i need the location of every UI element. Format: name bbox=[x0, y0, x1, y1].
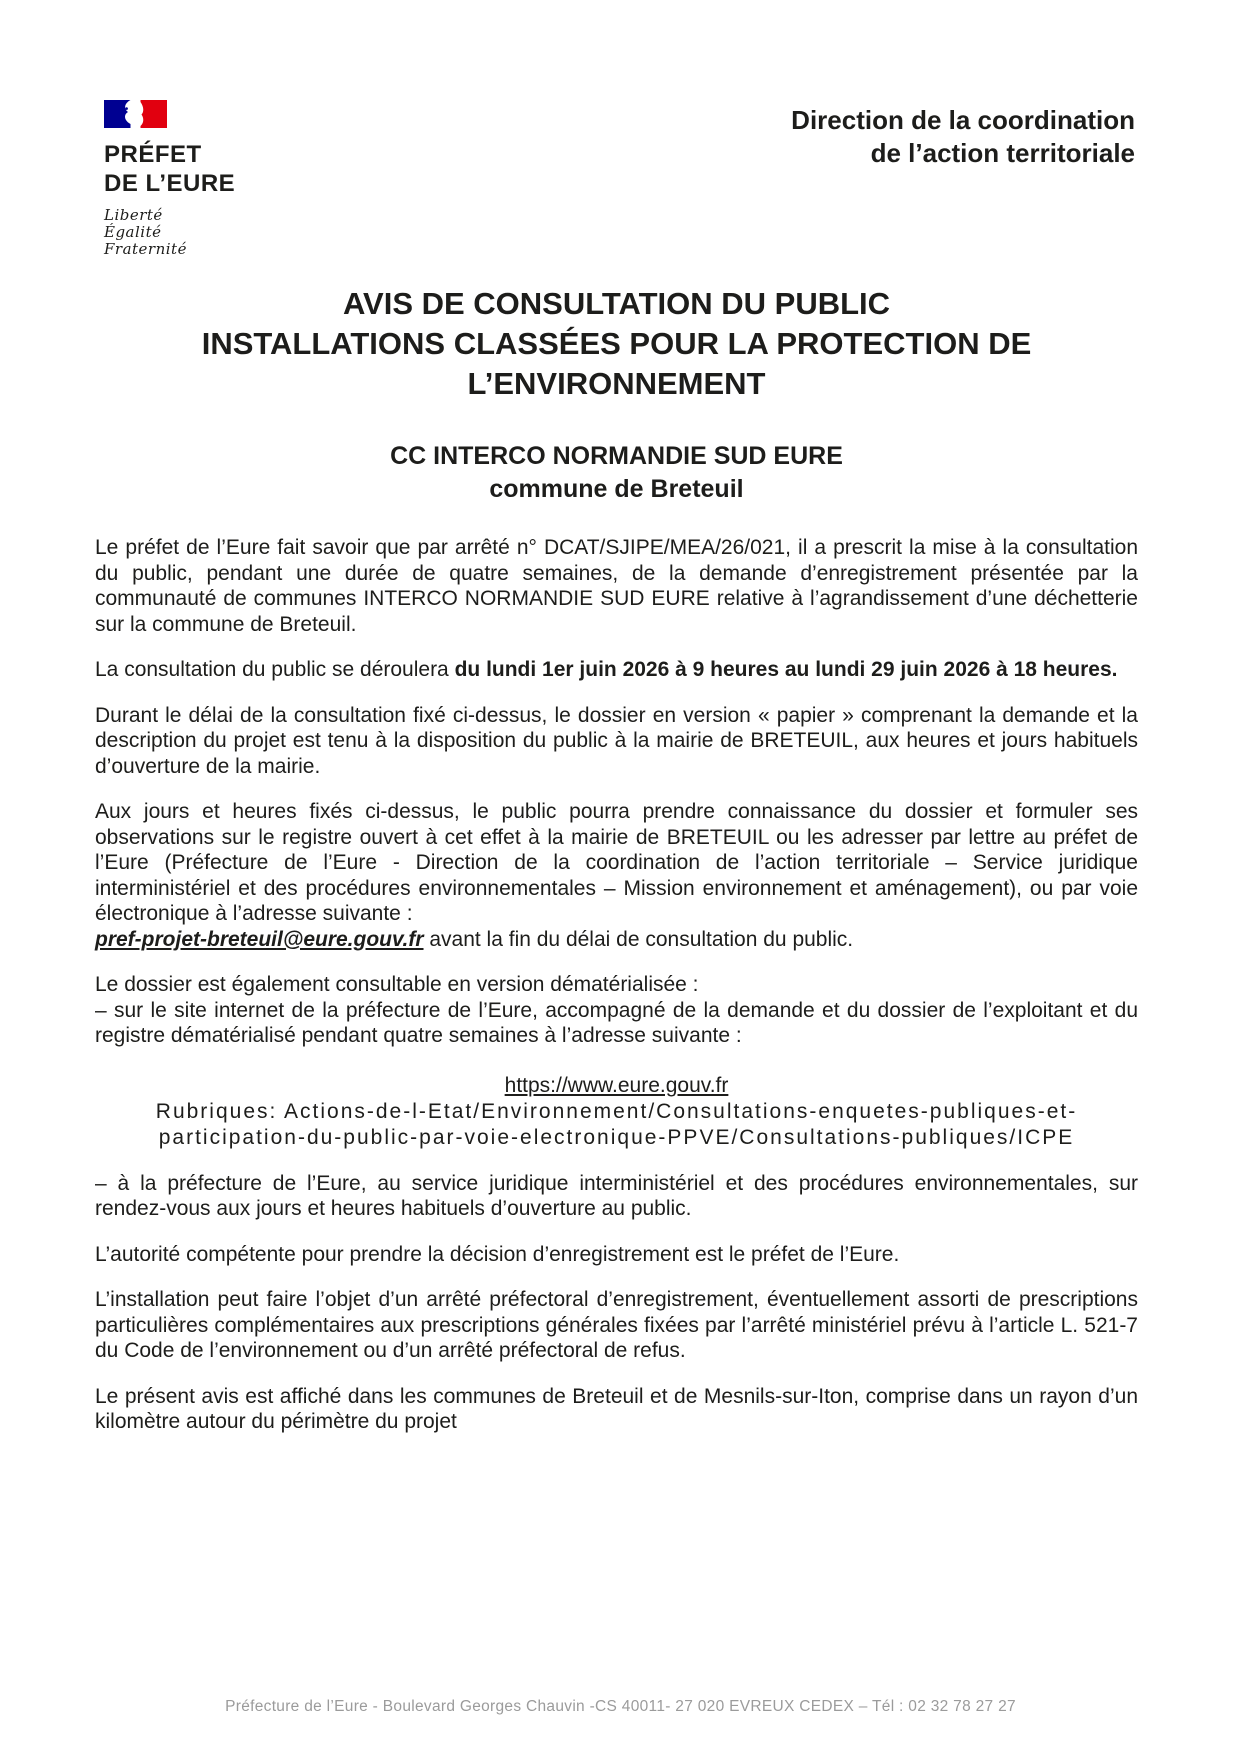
observations-text: Aux jours et heures fixés ci-dessus, le public pourra prendre connaissance du dossier et formuler ses observations sur le registre ouvert à cet effet à la mairie de BRETEUIL ou les adresser par lettre au préfet de l’Eure (Préfecture de l’Eure - Direction de la coordination de l’action territoriale – Service juridique interministériel et des procédures environnementales – Mission environnement et aménagement), ou par voie électronique à l’adresse suivante : bbox=[95, 800, 1138, 925]
prefecture-brand-block bbox=[104, 100, 235, 258]
dematerialise-intro: Le dossier est également consultable en version dématérialisée : bbox=[95, 973, 699, 996]
direction-block bbox=[791, 100, 1135, 170]
main-title-line1: AVIS DE CONSULTATION DU PUBLIC bbox=[342, 286, 891, 321]
direction-line2: de l’action territoriale bbox=[870, 138, 1135, 168]
direction-line1: Direction de la coordination bbox=[791, 105, 1135, 135]
paragraph-dematerialise bbox=[95, 972, 1138, 1049]
website-block bbox=[95, 1073, 1138, 1151]
paragraph-affichage: Le présent avis est affiché dans les communes de Breteuil et de Mesnils-sur-Iton, comprise dans un rayon d’un kilomètre autour du périmètre du projet bbox=[95, 1384, 1138, 1433]
rubriques-path-line2: participation-du-public-par-voie-electronique-PPVE/Consultations-publiques/ICPE bbox=[158, 1125, 1075, 1149]
paragraph-autorite-competente: L’autorité compétente pour prendre la décision d’enregistrement est le préfet de l’Eure. bbox=[95, 1242, 900, 1266]
paragraph-arrete-prefectoral: L’installation peut faire l’objet d’un arrêté préfectoral d’enregistrement, éventuellement assorti de prescriptions particulières complémentaires aux prescriptions générales fixées par l’arrêté ministériel prévu à l’article L. 521-7 du Code de l’environnement ou d’un arrêté préfectoral de refus. bbox=[95, 1288, 1138, 1362]
dates-prefix: La consultation du public se déroulera bbox=[95, 658, 455, 681]
paragraph-dates bbox=[95, 657, 1138, 683]
main-title-line3: L’ENVIRONNEMENT bbox=[467, 366, 766, 401]
paragraph-arrete-intro: Le préfet de l’Eure fait savoir que par arrêté n° DCAT/SJIPE/MEA/26/021, il a prescrit la mise à la consultation du public, pendant une durée de quatre semaines, de la demande d’enregistrement présentée par la communauté de communes INTERCO NORMANDIE SUD EURE relative à l’agrandissement d’une déchetterie sur la commune de Breteuil. bbox=[95, 536, 1138, 636]
rubriques-path-line1: Rubriques: Actions-de-l-Etat/Environnement/Consultations-enquetes-publiques-et- bbox=[155, 1099, 1078, 1123]
website-link[interactable]: https://www.eure.gouv.fr bbox=[504, 1073, 729, 1097]
republic-motto bbox=[104, 207, 235, 258]
french-flag-icon bbox=[104, 100, 167, 128]
main-title-line2: INSTALLATIONS CLASSÉES POUR LA PROTECTION DE bbox=[201, 326, 1032, 361]
subtitle bbox=[95, 440, 1138, 506]
paragraph-dossier-papier: Durant le délai de la consultation fixé ci-dessus, le dossier en version « papier » comprenant la demande et la description du projet est tenu à la disposition du public à la mairie de BRETEUIL, aux heures et jours habituels d’ouverture de la mairie. bbox=[95, 703, 1138, 778]
consultation-dates: du lundi 1er juin 2026 à 9 heures au lundi 29 juin 2026 à 18 heures. bbox=[454, 658, 1118, 681]
subtitle-line2: commune de Breteuil bbox=[489, 475, 744, 503]
prefect-name-line1: PRÉFET bbox=[104, 141, 202, 168]
email-link[interactable]: pref-projet-breteuil@eure.gouv.fr bbox=[95, 927, 424, 951]
main-title bbox=[95, 284, 1138, 404]
paragraph-prefecture-rdv: – à la préfecture de l’Eure, au service juridique interministériel et des procédures environnementales, sur rendez-vous aux jours et heures habituels d’ouverture au public. bbox=[95, 1171, 1138, 1220]
footer-address: Préfecture de l’Eure - Boulevard Georges Chauvin -CS 40011- 27 020 EVREUX CEDEX – Tél : 02 32 78 27 27 bbox=[225, 1698, 1016, 1715]
subtitle-line1: CC INTERCO NORMANDIE SUD EURE bbox=[390, 442, 843, 470]
motto-fraternite: Fraternité bbox=[104, 240, 187, 258]
document-body bbox=[0, 284, 1241, 1435]
email-suffix: avant la fin du délai de consultation du public. bbox=[423, 927, 854, 951]
document-header bbox=[0, 0, 1241, 258]
paragraph-observations bbox=[95, 799, 1138, 952]
motto-egalite: Égalité bbox=[104, 223, 162, 241]
prefect-name bbox=[104, 140, 235, 198]
prefect-name-line2: DE L’EURE bbox=[104, 170, 236, 197]
motto-liberte: Liberté bbox=[104, 206, 163, 224]
dematerialise-item-site: – sur le site internet de la préfecture de l’Eure, accompagné de la demande et du dossier de l’exploitant et du registre dématérialisé pendant quatre semaines à l’adresse suivante : bbox=[95, 998, 1138, 1047]
